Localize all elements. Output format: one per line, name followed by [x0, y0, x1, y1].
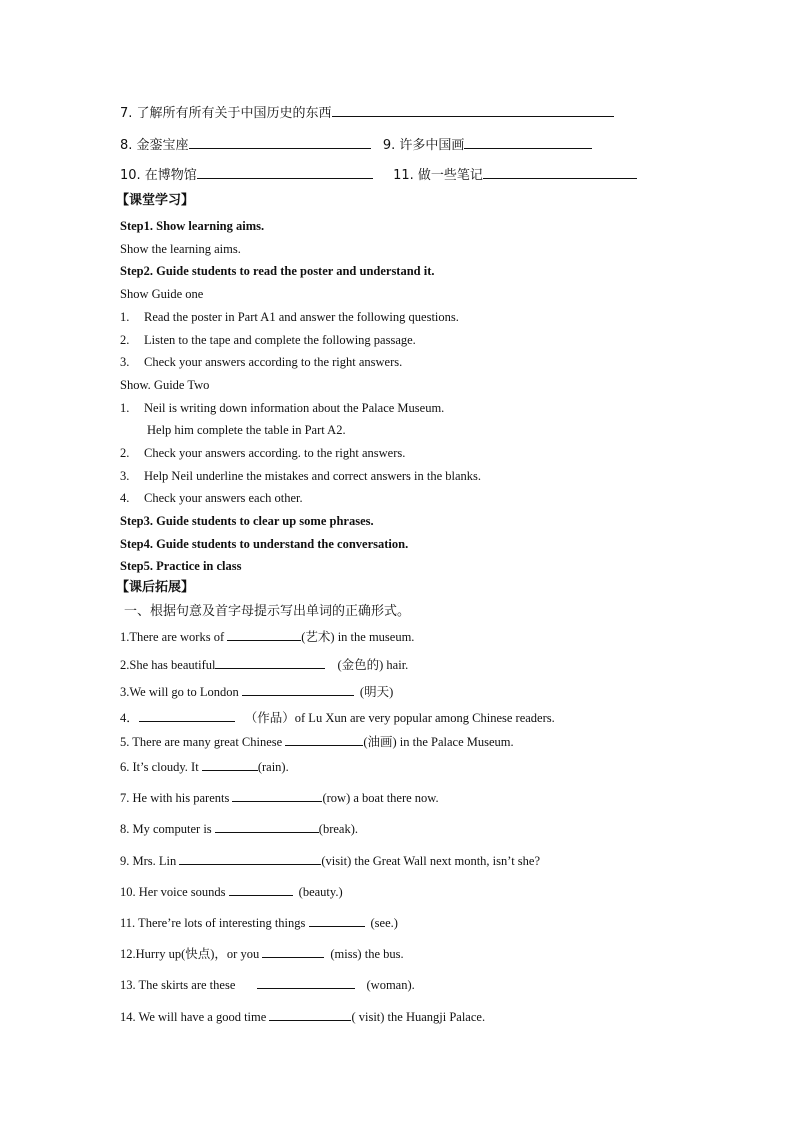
extension-heading: 【课后拓展】: [116, 580, 195, 595]
guide-two-title: Show. Guide Two: [120, 378, 210, 392]
answer-blank[interactable]: [202, 758, 258, 771]
exercise-6: 6. It’s cloudy. It (rain).: [120, 760, 289, 774]
exercise-11: 11. There’re lots of interesting things (see.): [120, 916, 398, 930]
vocab-item-8: 8. 金銮宝座: [120, 138, 189, 153]
guide-two-item: 1. Neil is writing down information about the Palace Museum.: [120, 401, 445, 415]
answer-blank[interactable]: [285, 733, 363, 746]
exercise-1: 1.There are works of (艺术) in the museum.: [120, 630, 415, 644]
vocab-row-8-9: [120, 136, 592, 154]
exercise-13: 13. The skirts are these (woman).: [120, 978, 415, 992]
answer-blank[interactable]: [269, 1008, 351, 1021]
step1-text: Show the learning aims.: [120, 242, 241, 256]
exercise-4: 4． （作品）of Lu Xun are very popular among Chinese readers.: [120, 711, 555, 725]
exercise-2: 2.She has beautiful (金色的) hair.: [120, 658, 409, 672]
step3-title: Step3. Guide students to clear up some phrases.: [120, 514, 374, 528]
blank-11[interactable]: [483, 166, 637, 179]
exercise-12: 12.Hurry up(快点)，or you (miss) the bus.: [120, 947, 404, 961]
blank-8[interactable]: [189, 136, 371, 149]
exercise-7: 7. He with his parents (row) a boat there now.: [120, 791, 439, 805]
guide-two-item: 3. Help Neil underline the mistakes and correct answers in the blanks.: [120, 469, 482, 483]
exercise-9: 9. Mrs. Lin (visit) the Great Wall next month, isn’t she?: [120, 854, 541, 868]
guide-one-item: 2. Listen to the tape and complete the following passage.: [120, 333, 416, 347]
step1-title: Step1. Show learning aims.: [120, 219, 265, 233]
blank-10[interactable]: [197, 166, 373, 179]
answer-blank[interactable]: [257, 976, 355, 989]
answer-blank[interactable]: [179, 852, 321, 865]
guide-two-item: Help him complete the table in Part A2.: [147, 423, 346, 437]
answer-blank[interactable]: [262, 945, 324, 958]
vocab-item-7: 7. 了解所有所有关于中国历史的东西: [120, 106, 332, 121]
answer-blank[interactable]: [215, 656, 325, 669]
vocab-row-10-11: [120, 166, 637, 184]
vocab-item-9: 9. 许多中国画: [382, 138, 465, 153]
guide-one-title: Show Guide one: [120, 287, 204, 301]
guide-one-item: 1. Read the poster in Part A1 and answer the following questions.: [120, 310, 459, 324]
answer-blank[interactable]: [215, 820, 319, 833]
step5-title: Step5. Practice in class: [120, 559, 242, 573]
exercise-10: 10. Her voice sounds (beauty.): [120, 885, 343, 899]
guide-two-item: 4. Check your answers each other.: [120, 491, 303, 505]
answer-blank[interactable]: [232, 789, 322, 802]
step4-title: Step4. Guide students to understand the conversation.: [120, 537, 409, 551]
vocab-item-10: 10. 在博物馆: [120, 168, 197, 183]
answer-blank[interactable]: [242, 683, 354, 696]
vocab-item-11: 11. 做一些笔记: [393, 168, 483, 183]
blank-7[interactable]: [332, 104, 614, 117]
extension-instruction: 一、根据句意及首字母提示写出单词的正确形式。: [124, 604, 411, 619]
exercise-3: 3.We will go to London (明天): [120, 685, 394, 699]
blank-9[interactable]: [464, 136, 592, 149]
guide-one-item: 3. Check your answers according to the right answers.: [120, 355, 403, 369]
answer-blank[interactable]: [227, 628, 301, 641]
step2-title: Step2. Guide students to read the poster and understand it.: [120, 264, 435, 278]
answer-blank[interactable]: [229, 883, 293, 896]
classroom-heading: 【课堂学习】: [116, 193, 195, 208]
guide-two-item: 2. Check your answers according. to the right answers.: [120, 446, 406, 460]
exercise-14: 14. We will have a good time ( visit) the Huangji Palace.: [120, 1010, 486, 1024]
answer-blank[interactable]: [309, 914, 365, 927]
answer-blank[interactable]: [139, 709, 235, 722]
exercise-8: 8. My computer is (break).: [120, 822, 359, 836]
vocab-row-7: [120, 104, 614, 122]
exercise-5: 5. There are many great Chinese (油画) in the Palace Museum.: [120, 735, 514, 749]
